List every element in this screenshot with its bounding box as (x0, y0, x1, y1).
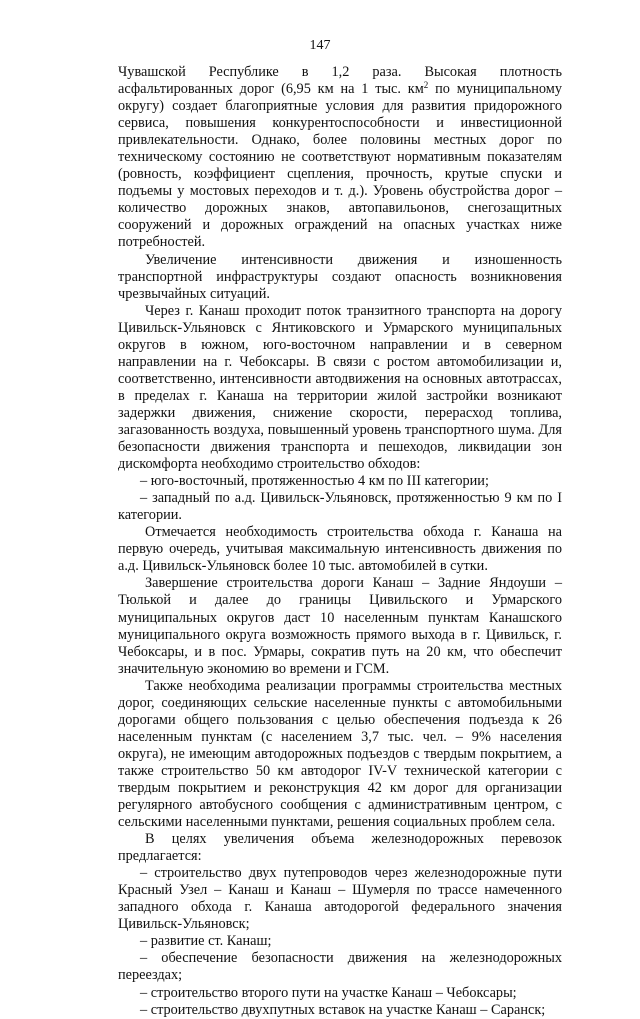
paragraph-text-part: по муниципальному округу) создает благоприятные условия для развития придорожного сервиса, повышения конкурентоспособности и инвестиционной привлекательности. Однако, более половины местных дорог по техническому состоянию не соответствуют нормативным показателям (ровность, коэффициент сцепления, прочность, крутые спуски и подъемы у мостовых переходов и т. д.). Уровень обустройства дорог – количество дорожных знаков, автопавильонов, снегозащитных сооружений и дорожных ограждений на опасных участках ниже потребностей. (118, 81, 562, 251)
page-number: 147 (309, 38, 331, 53)
paragraph: Также необходима реализации программы строительства местных дорог, соединяющих сельские населенные пункты с автомобильными дорогами общего пользования с целью обеспечения подъезда к 26 населенным пунктам (с населением 3,7 тыс. чел. – 9% населения округа), не имеющим автодорожных подъездов с твердым покрытием, а также строительство 50 км автодорог IV-V технической категории с твердым покрытием и реконструкция 42 км дорог для организации регулярного автобусного сообщения с административным центром, с сельскими населенными пунктами, решения социальных проблем села. (118, 677, 562, 831)
paragraph: Через г. Канаш проходит поток транзитного транспорта на дорогу Цивильск-Ульяновск с Янтиковского и Урмарского муниципальных округов в южном, юго-восточном направлении и в северном направлении на г. Чебоксары. В связи с ростом автомобилизации и, соответственно, интенсивности автодвижения на основных автотрассах, в пределах г. Канаша на территории жилой застройки возникают задержки движения, снижение скорости, перерасход топлива, загазованность воздуха, повышенный уровень транспортного шума. Для безопасности движения транспорта и пешеходов, ликвидации зон дискомфорта необходимо строительство обходов: (118, 302, 562, 473)
paragraph-continuation (118, 64, 562, 252)
list-item: – западный по а.д. Цивильск-Ульяновск, протяженностью 9 км по I категории. (118, 490, 562, 524)
list-item: – юго-восточный, протяженностью 4 км по III категории; (140, 473, 489, 490)
paragraph: В целях увеличения объема железнодорожных перевозок предлагается: (118, 831, 562, 865)
list-item: – строительство двух путепроводов через железнодорожные пути Красный Узел – Канаш и Канаш – Шумерля по трассе намеченного западного обхода г. Канаша автодорогой федерального значения Цивильск-Ульяновск; (118, 865, 562, 933)
paragraph: Увеличение интенсивности движения и изношенность транспортной инфраструктуры создают опасность возникновения чрезвычайных ситуаций. (118, 251, 562, 302)
paragraph: Отмечается необходимость строительства обхода г. Канаша на первую очередь, учитывая максимальную интенсивность движения по а.д. Цивильск-Ульяновск более 10 тыс. автомобилей в сутки. (118, 524, 562, 575)
paragraph-text-part: Чувашской Республике в 1,2 раза. Высокая плотность асфальтированных дорог (6,95 км на 1 тыс. км (118, 64, 562, 98)
list-item: – обеспечение безопасности движения на железнодорожных переездах; (118, 950, 562, 984)
list-item: – строительство двухпутных вставок на участке Канаш – Саранск; (140, 1001, 546, 1018)
paragraph: Завершение строительства дороги Канаш – Задние Яндоуши – Тюлькой и далее до границы Цивильского и Урмарского муниципальных округов даст 10 населенным пунктам Канашского муниципального округа возможность прямого выхода в г. Цивильск, г. Чебоксары, и в пос. Урмары, сократив путь на 20 км, что обеспечит значительную экономию во времени и ГСМ. (118, 575, 562, 677)
superscript: 2 (423, 80, 429, 91)
document-body (118, 64, 562, 1019)
list-item: – строительство второго пути на участке Канаш – Чебоксары; (140, 984, 517, 1001)
list-item: – развитие ст. Канаш; (140, 933, 272, 950)
